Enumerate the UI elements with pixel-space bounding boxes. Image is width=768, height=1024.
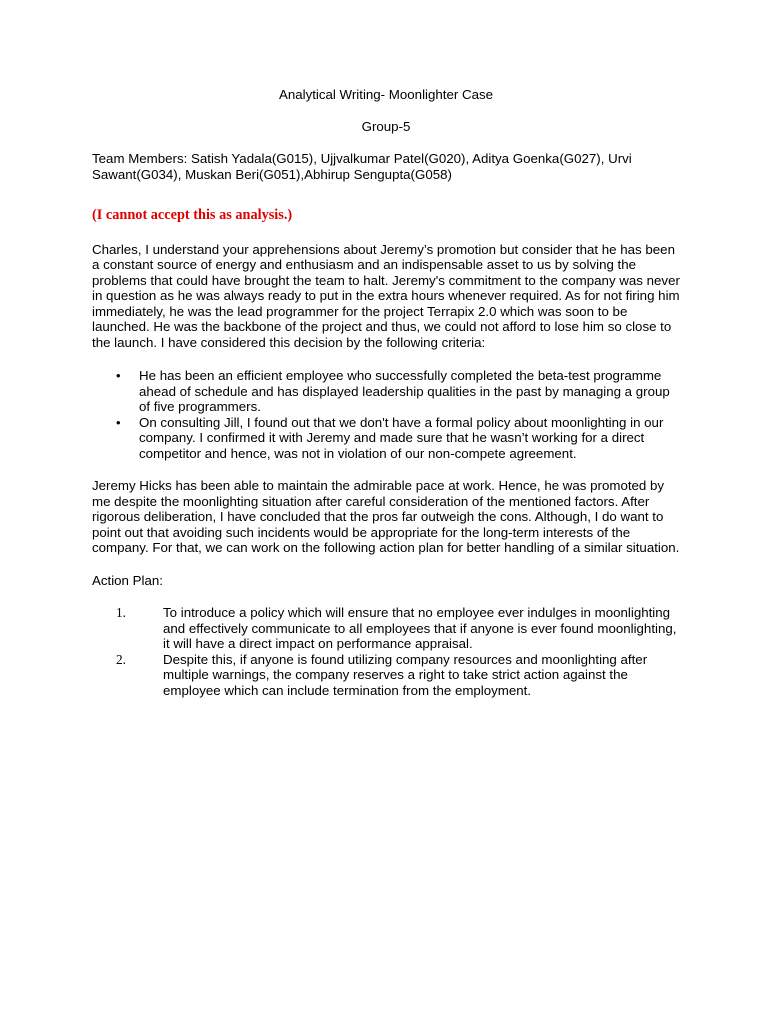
criteria-item bbox=[92, 415, 680, 462]
bullet-icon: • bbox=[116, 368, 121, 383]
criteria-text: He has been an efficient employee who successfully completed the beta-test programme ahead of schedule and has displayed leadership qualities in the past by managing a group of five programmers. bbox=[139, 368, 670, 414]
document-page bbox=[92, 87, 680, 698]
criteria-text: On consulting Jill, I found out that we don't have a formal policy about moonlighting in our company. I confirmed it with Jeremy and made sure that he wasn’t working for a direct competitor and hence, was not in violation of our non-compete agreement. bbox=[139, 414, 664, 461]
action-plan-list bbox=[92, 605, 680, 698]
action-plan-text: Despite this, if anyone is found utilizing company resources and moonlighting after multiple warnings, the company reserves a right to take strict action against the employee which can include termination from the employment. bbox=[163, 651, 648, 698]
intro-paragraph: Charles, I understand your apprehensions about Jeremy’s promotion but consider that he has been a constant source of energy and enthusiasm and an indispensable asset to us by solving the problems that could have brought the team to halt. Jeremy's commitment to the company was never in question as he was always ready to put in the extra hours whenever required. As for not firing him immediately, he was the lead programmer for the project Terrapix 2.0 which was soon to be launched. He was the backbone of the project and thus, we could not afford to lose him so close to the launch. I have considered this decision by the following criteria: bbox=[92, 241, 680, 350]
bullet-icon: • bbox=[116, 414, 121, 430]
criteria-list bbox=[92, 368, 680, 461]
document-title: Analytical Writing- Moonlighter Case bbox=[278, 87, 494, 102]
reviewer-comment: (I cannot accept this as analysis.) bbox=[92, 207, 293, 223]
team-members: Team Members: Satish Yadala(G015), Ujjvalkumar Patel(G020), Aditya Goenka(G027), Urvi Sawant(G034), Muskan Beri(G051),Abhirup Sengupta(G058) bbox=[92, 151, 632, 182]
action-plan-number: 1. bbox=[116, 605, 126, 620]
action-plan-item bbox=[92, 652, 680, 699]
action-plan-heading: Action Plan: bbox=[92, 572, 163, 588]
action-plan-number: 2. bbox=[116, 651, 126, 667]
group-label: Group-5 bbox=[361, 118, 411, 134]
criteria-item bbox=[92, 368, 680, 415]
conclusion-paragraph: Jeremy Hicks has been able to maintain the admirable pace at work. Hence, he was promoted by me despite the moonlighting situation after careful consideration of the mentioned factors. After rigorous deliberation, I have concluded that the pros far outweigh the cons. Although, I do want to point out that avoiding such incidents would be appropriate for the long-term interests of the company. For that, we can work on the following action plan for better handling of a similar situation. bbox=[92, 478, 680, 555]
action-plan-item bbox=[92, 605, 680, 652]
action-plan-text: To introduce a policy which will ensure that no employee ever indulges in moonlighting and effectively communicate to all employees that if anyone is ever found moonlighting, it will have a direct impact on performance appraisal. bbox=[163, 605, 677, 651]
